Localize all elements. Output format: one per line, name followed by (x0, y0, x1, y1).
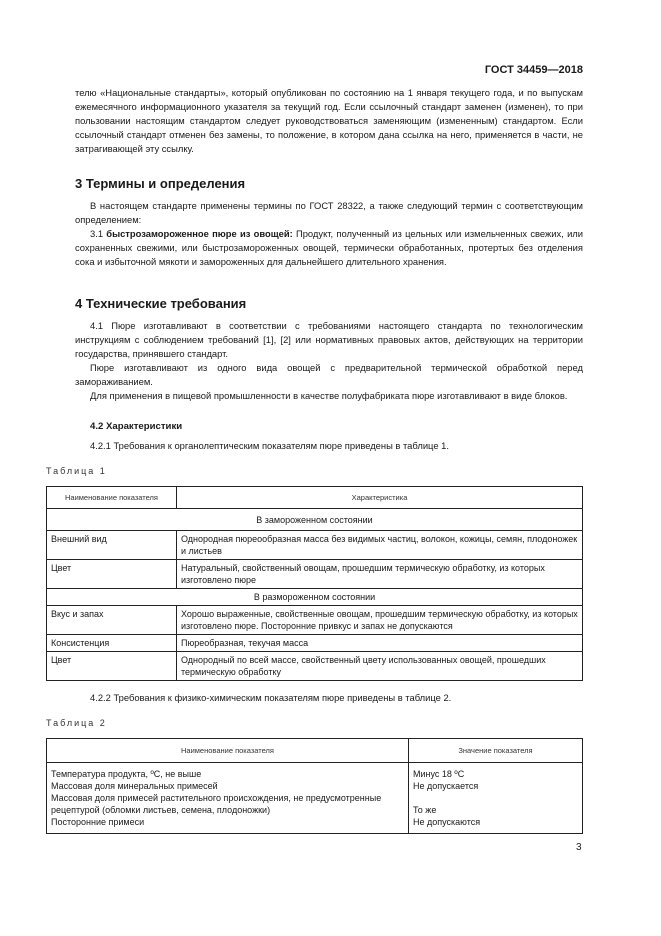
names-cell (47, 763, 409, 834)
table-1 (46, 486, 583, 681)
column-header: Наименование показателя (47, 487, 177, 509)
cell-name: Посторонние примеси (51, 817, 145, 827)
cell-name: Массовая доля минеральных примесей (51, 781, 218, 791)
term-number: 3.1 (90, 228, 104, 239)
cell-name: Цвет (47, 652, 177, 681)
section-3-body (75, 199, 583, 269)
page-number: 3 (576, 842, 582, 853)
subsection-4-2-title: 4.2 Характеристики (90, 421, 183, 432)
cell-name: Консистенция (47, 635, 177, 652)
cell-value: Однородный по всей массе, свойственный цвету использованных овощей, прошедших термическую обработку (177, 652, 583, 681)
cell-value: Минус 18 ºС (413, 769, 465, 779)
column-header: Значение показателя (409, 739, 583, 763)
paragraph-4-1-c: Для применения в пищевой промышленности в качестве полуфабриката пюре изготавливают в виде блоков. (90, 390, 568, 401)
table-row (47, 560, 583, 589)
table-body (47, 763, 583, 834)
table-row (47, 606, 583, 635)
definition: Продукт, полученный из цельных или измельченных свежих, или сохраненных свежими, или быстрозамороженных овощей, термически обработанных, протертых без отделения сока и избыточной мякоти и замороженных для дальнейшего длительного хранения. (75, 228, 584, 267)
intro-paragraph: телю «Национальные стандарты», который опубликован по состоянию на 1 января текущего года, и по выпускам ежемесячного информационного указателя за текущий год. Если ссылочный стандарт заменен (изменен), то при пользовании настоящим стандартом следует руководствоваться заменяющим (измененным) стандартом. Если ссылочный стандарт отменен без замены, то положение, в котором дана ссылка на него, применяется в части, не затрагивающей эту ссылку. (75, 87, 583, 154)
cell-value: Натуральный, свойственный овощам, прошедшим термическую обработку, из которых изготовлено пюре (177, 560, 583, 589)
paragraph-4-2-1: 4.2.1 Требования к органолептическим показателям пюре приведены в таблице 1. (90, 440, 449, 451)
table-section-row: В замороженном состоянии (47, 509, 583, 531)
cell-name: Массовая доля примесей растительного происхождения, не предусмотренные рецептурой (обломки листьев, семена, плодоножки) (51, 793, 382, 815)
section-3-title: 3 Термины и определения (75, 176, 246, 191)
table-row (47, 652, 583, 681)
paragraph-4-1: 4.1 Пюре изготавливают в соответствии с требованиями настоящего стандарта по технологическим инструкциям с соблюдением требований [1], [2] или нормативных правовых актов, действующих на территории государства, принявшего стандарт. (75, 320, 583, 359)
table-row (47, 635, 583, 652)
section-3-paragraph: В настоящем стандарте применены термины по ГОСТ 28322, а также следующий термин с соответствующим определением: (75, 200, 583, 225)
cell-value: Пюреобразная, текучая масса (177, 635, 583, 652)
table-2-caption: Таблица 2 (46, 718, 107, 728)
document-id: ГОСТ 34459—2018 (484, 64, 583, 76)
table-1-caption: Таблица 1 (46, 466, 107, 476)
cell-value: Хорошо выраженные, свойственные овощам, прошедшим термическую обработку, из которых изготовлено пюре. Посторонние привкус и запах не допускаются (177, 606, 583, 635)
cell-value: То же (413, 805, 437, 815)
cell-name: Цвет (47, 560, 177, 589)
section-4-title: 4 Технические требования (75, 296, 247, 311)
column-header: Характеристика (177, 487, 583, 509)
table-row (47, 531, 583, 560)
term-definition (75, 227, 583, 269)
cell-name: Вкус и запах (47, 606, 177, 635)
term: быстрозамороженное пюре из овощей: (106, 228, 293, 239)
column-header: Наименование показателя (47, 739, 409, 763)
cell-name: Внешний вид (47, 531, 177, 560)
table-section-row: В размороженном состоянии (47, 589, 583, 606)
table-2 (46, 738, 583, 834)
cell-name: Температура продукта, ºС, не выше (51, 769, 202, 779)
paragraph-4-2-2: 4.2.2 Требования к физико-химическим показателям пюре приведены в таблице 2. (90, 692, 452, 703)
cell-value: Однородная пюреообразная масса без видимых частиц, волокон, кожицы, семян, плодоножек и листьев (177, 531, 583, 560)
section-4-body (75, 319, 583, 403)
cell-value: Не допускаются (413, 817, 481, 827)
paragraph-4-1-b: Пюре изготавливают из одного вида овощей с предварительной термической обработкой перед замораживанием. (75, 362, 583, 387)
values-cell (409, 763, 583, 834)
cell-value: Не допускается (413, 781, 479, 791)
